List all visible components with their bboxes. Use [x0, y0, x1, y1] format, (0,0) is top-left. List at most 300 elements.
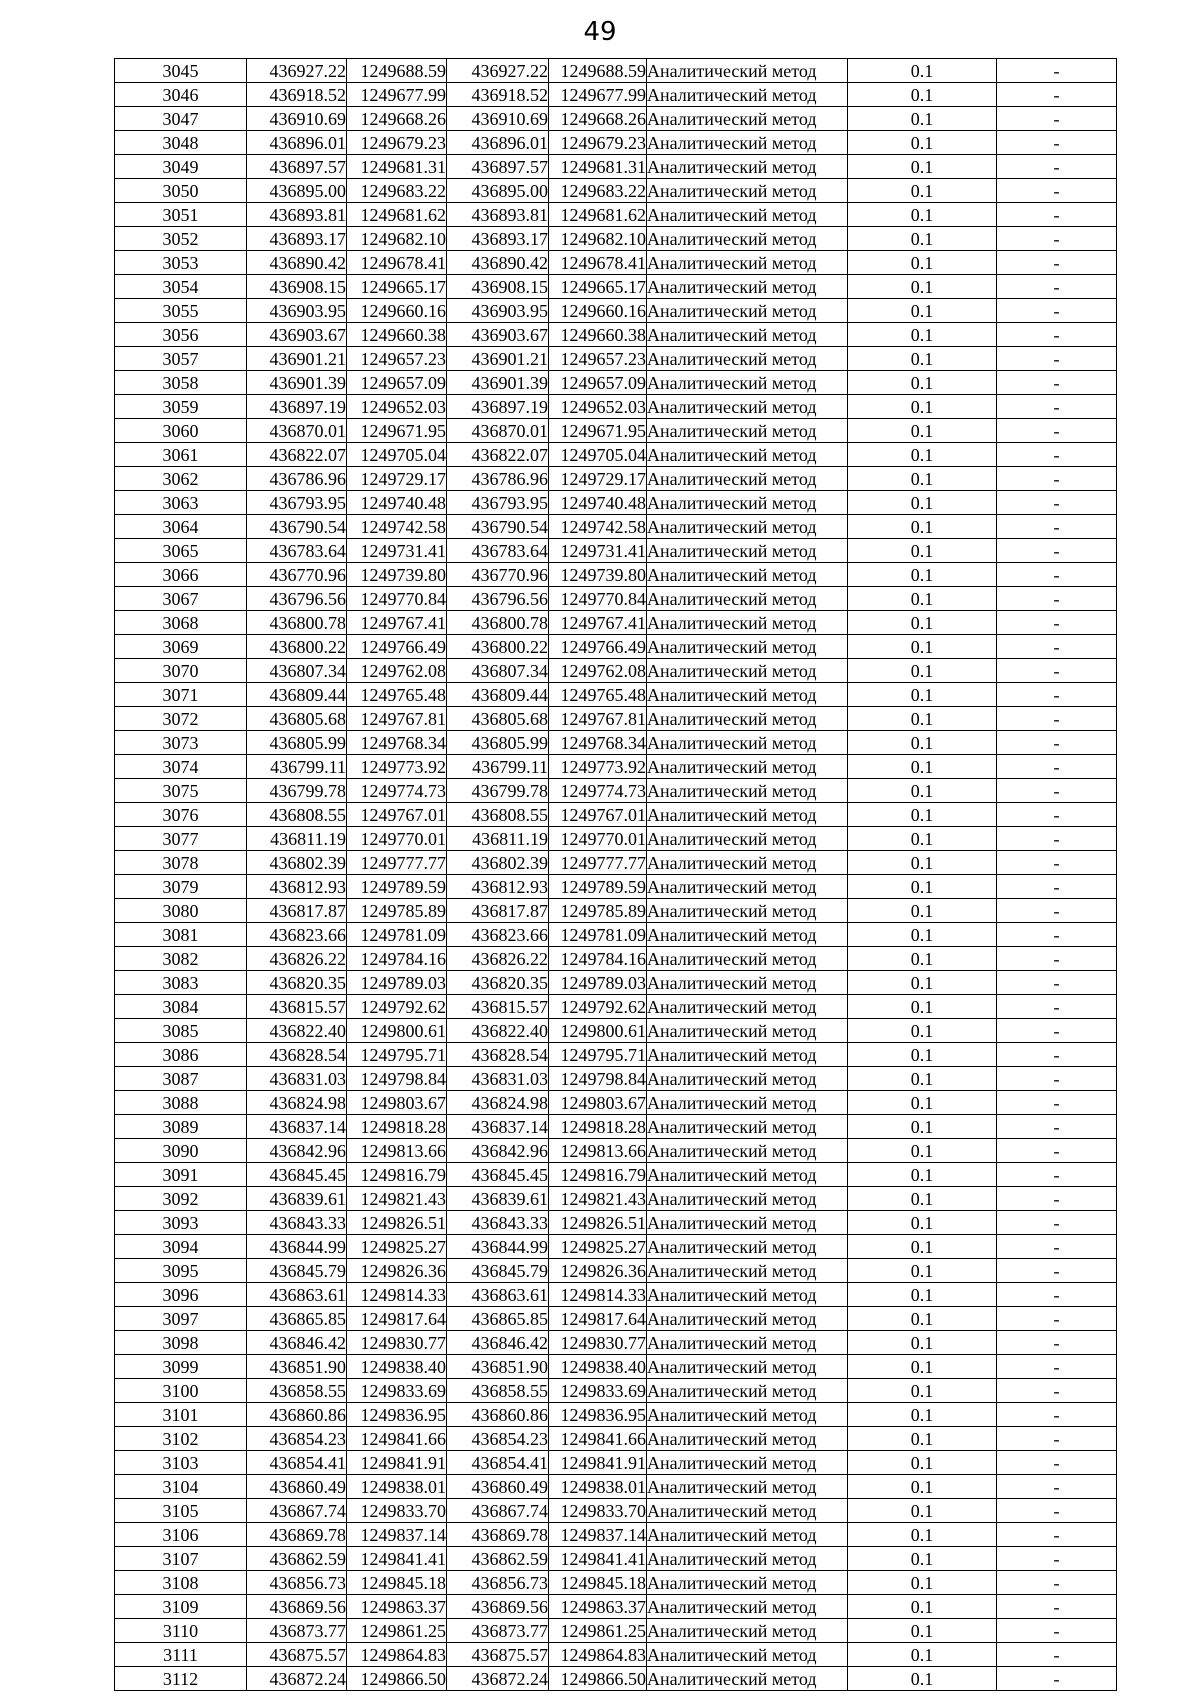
y-coordinate-cell: 1249665.17 [347, 275, 447, 299]
y2-coordinate-cell: 1249767.01 [549, 803, 647, 827]
accuracy-cell: 0.1 [848, 1043, 997, 1067]
x-coordinate-cell: 436770.96 [247, 563, 347, 587]
x2-coordinate-cell: 436860.86 [447, 1403, 549, 1427]
y-coordinate-cell: 1249729.17 [347, 467, 447, 491]
point-number-cell: 3092 [115, 1187, 247, 1211]
method-cell: Аналитический метод [647, 1115, 848, 1139]
point-number-cell: 3081 [115, 923, 247, 947]
x2-coordinate-cell: 436927.22 [447, 59, 549, 83]
x-coordinate-cell: 436786.96 [247, 467, 347, 491]
x-coordinate-cell: 436927.22 [247, 59, 347, 83]
y-coordinate-cell: 1249767.01 [347, 803, 447, 827]
y2-coordinate-cell: 1249861.25 [549, 1619, 647, 1643]
note-cell: - [997, 371, 1117, 395]
note-cell: - [997, 179, 1117, 203]
point-number-cell: 3084 [115, 995, 247, 1019]
x-coordinate-cell: 436802.39 [247, 851, 347, 875]
note-cell: - [997, 755, 1117, 779]
y2-coordinate-cell: 1249740.48 [549, 491, 647, 515]
y-coordinate-cell: 1249774.73 [347, 779, 447, 803]
y-coordinate-cell: 1249830.77 [347, 1331, 447, 1355]
table-row [115, 107, 1117, 131]
note-cell: - [997, 107, 1117, 131]
y2-coordinate-cell: 1249678.41 [549, 251, 647, 275]
x-coordinate-cell: 436805.99 [247, 731, 347, 755]
x-coordinate-cell: 436824.98 [247, 1091, 347, 1115]
y-coordinate-cell: 1249838.01 [347, 1475, 447, 1499]
y2-coordinate-cell: 1249800.61 [549, 1019, 647, 1043]
note-cell: - [997, 875, 1117, 899]
x-coordinate-cell: 436869.78 [247, 1523, 347, 1547]
method-cell: Аналитический метод [647, 155, 848, 179]
note-cell: - [997, 539, 1117, 563]
x-coordinate-cell: 436799.11 [247, 755, 347, 779]
note-cell: - [997, 707, 1117, 731]
point-number-cell: 3061 [115, 443, 247, 467]
table-row [115, 803, 1117, 827]
x2-coordinate-cell: 436805.99 [447, 731, 549, 755]
accuracy-cell: 0.1 [848, 59, 997, 83]
x-coordinate-cell: 436844.99 [247, 1235, 347, 1259]
note-cell: - [997, 1019, 1117, 1043]
accuracy-cell: 0.1 [848, 1331, 997, 1355]
method-cell: Аналитический метод [647, 539, 848, 563]
x-coordinate-cell: 436862.59 [247, 1547, 347, 1571]
method-cell: Аналитический метод [647, 611, 848, 635]
method-cell: Аналитический метод [647, 59, 848, 83]
x2-coordinate-cell: 436820.35 [447, 971, 549, 995]
x-coordinate-cell: 436843.33 [247, 1211, 347, 1235]
table-body [115, 59, 1117, 1691]
note-cell: - [997, 59, 1117, 83]
x-coordinate-cell: 436860.86 [247, 1403, 347, 1427]
y2-coordinate-cell: 1249792.62 [549, 995, 647, 1019]
table-row [115, 947, 1117, 971]
y2-coordinate-cell: 1249681.31 [549, 155, 647, 179]
accuracy-cell: 0.1 [848, 899, 997, 923]
accuracy-cell: 0.1 [848, 299, 997, 323]
table-row [115, 1523, 1117, 1547]
note-cell: - [997, 1331, 1117, 1355]
method-cell: Аналитический метод [647, 707, 848, 731]
accuracy-cell: 0.1 [848, 1403, 997, 1427]
x2-coordinate-cell: 436822.07 [447, 443, 549, 467]
note-cell: - [997, 83, 1117, 107]
point-number-cell: 3067 [115, 587, 247, 611]
y-coordinate-cell: 1249781.09 [347, 923, 447, 947]
table-row [115, 395, 1117, 419]
y2-coordinate-cell: 1249768.34 [549, 731, 647, 755]
table-row [115, 923, 1117, 947]
y-coordinate-cell: 1249836.95 [347, 1403, 447, 1427]
y-coordinate-cell: 1249841.41 [347, 1547, 447, 1571]
x-coordinate-cell: 436872.24 [247, 1667, 347, 1691]
table-row [115, 299, 1117, 323]
method-cell: Аналитический метод [647, 251, 848, 275]
accuracy-cell: 0.1 [848, 1499, 997, 1523]
note-cell: - [997, 1595, 1117, 1619]
point-number-cell: 3052 [115, 227, 247, 251]
y-coordinate-cell: 1249825.27 [347, 1235, 447, 1259]
y-coordinate-cell: 1249770.84 [347, 587, 447, 611]
note-cell: - [997, 155, 1117, 179]
note-cell: - [997, 251, 1117, 275]
y2-coordinate-cell: 1249729.17 [549, 467, 647, 491]
point-number-cell: 3069 [115, 635, 247, 659]
x2-coordinate-cell: 436872.24 [447, 1667, 549, 1691]
method-cell: Аналитический метод [647, 827, 848, 851]
accuracy-cell: 0.1 [848, 803, 997, 827]
y2-coordinate-cell: 1249657.23 [549, 347, 647, 371]
y2-coordinate-cell: 1249677.99 [549, 83, 647, 107]
y2-coordinate-cell: 1249826.51 [549, 1211, 647, 1235]
note-cell: - [997, 731, 1117, 755]
method-cell: Аналитический метод [647, 1283, 848, 1307]
x-coordinate-cell: 436867.74 [247, 1499, 347, 1523]
table-row [115, 1139, 1117, 1163]
accuracy-cell: 0.1 [848, 131, 997, 155]
point-number-cell: 3104 [115, 1475, 247, 1499]
x-coordinate-cell: 436856.73 [247, 1571, 347, 1595]
x-coordinate-cell: 436846.42 [247, 1331, 347, 1355]
method-cell: Аналитический метод [647, 683, 848, 707]
y-coordinate-cell: 1249767.81 [347, 707, 447, 731]
point-number-cell: 3079 [115, 875, 247, 899]
x-coordinate-cell: 436842.96 [247, 1139, 347, 1163]
table-row [115, 155, 1117, 179]
method-cell: Аналитический метод [647, 203, 848, 227]
point-number-cell: 3054 [115, 275, 247, 299]
x-coordinate-cell: 436896.01 [247, 131, 347, 155]
y-coordinate-cell: 1249768.34 [347, 731, 447, 755]
y2-coordinate-cell: 1249814.33 [549, 1283, 647, 1307]
point-number-cell: 3086 [115, 1043, 247, 1067]
accuracy-cell: 0.1 [848, 1667, 997, 1691]
y2-coordinate-cell: 1249830.77 [549, 1331, 647, 1355]
y-coordinate-cell: 1249833.69 [347, 1379, 447, 1403]
accuracy-cell: 0.1 [848, 539, 997, 563]
x-coordinate-cell: 436854.23 [247, 1427, 347, 1451]
method-cell: Аналитический метод [647, 467, 848, 491]
accuracy-cell: 0.1 [848, 971, 997, 995]
point-number-cell: 3097 [115, 1307, 247, 1331]
x2-coordinate-cell: 436783.64 [447, 539, 549, 563]
y-coordinate-cell: 1249731.41 [347, 539, 447, 563]
x2-coordinate-cell: 436897.19 [447, 395, 549, 419]
x-coordinate-cell: 436800.78 [247, 611, 347, 635]
y2-coordinate-cell: 1249818.28 [549, 1115, 647, 1139]
point-number-cell: 3051 [115, 203, 247, 227]
method-cell: Аналитический метод [647, 347, 848, 371]
x2-coordinate-cell: 436875.57 [447, 1643, 549, 1667]
method-cell: Аналитический метод [647, 1403, 848, 1427]
x2-coordinate-cell: 436869.56 [447, 1595, 549, 1619]
y-coordinate-cell: 1249678.41 [347, 251, 447, 275]
table-row [115, 131, 1117, 155]
point-number-cell: 3099 [115, 1355, 247, 1379]
x2-coordinate-cell: 436895.00 [447, 179, 549, 203]
y-coordinate-cell: 1249657.23 [347, 347, 447, 371]
accuracy-cell: 0.1 [848, 1379, 997, 1403]
accuracy-cell: 0.1 [848, 1619, 997, 1643]
method-cell: Аналитический метод [647, 1619, 848, 1643]
x2-coordinate-cell: 436812.93 [447, 875, 549, 899]
y2-coordinate-cell: 1249762.08 [549, 659, 647, 683]
accuracy-cell: 0.1 [848, 947, 997, 971]
method-cell: Аналитический метод [647, 227, 848, 251]
x2-coordinate-cell: 436805.68 [447, 707, 549, 731]
accuracy-cell: 0.1 [848, 1451, 997, 1475]
x2-coordinate-cell: 436817.87 [447, 899, 549, 923]
y-coordinate-cell: 1249767.41 [347, 611, 447, 635]
method-cell: Аналитический метод [647, 1643, 848, 1667]
y-coordinate-cell: 1249826.51 [347, 1211, 447, 1235]
y-coordinate-cell: 1249837.14 [347, 1523, 447, 1547]
x2-coordinate-cell: 436860.49 [447, 1475, 549, 1499]
y2-coordinate-cell: 1249731.41 [549, 539, 647, 563]
y2-coordinate-cell: 1249657.09 [549, 371, 647, 395]
y2-coordinate-cell: 1249836.95 [549, 1403, 647, 1427]
note-cell: - [997, 1163, 1117, 1187]
x-coordinate-cell: 436865.85 [247, 1307, 347, 1331]
x-coordinate-cell: 436908.15 [247, 275, 347, 299]
method-cell: Аналитический метод [647, 563, 848, 587]
accuracy-cell: 0.1 [848, 515, 997, 539]
y2-coordinate-cell: 1249770.84 [549, 587, 647, 611]
method-cell: Аналитический метод [647, 1667, 848, 1691]
accuracy-cell: 0.1 [848, 155, 997, 179]
y2-coordinate-cell: 1249803.67 [549, 1091, 647, 1115]
method-cell: Аналитический метод [647, 1379, 848, 1403]
y2-coordinate-cell: 1249845.18 [549, 1571, 647, 1595]
x-coordinate-cell: 436817.87 [247, 899, 347, 923]
note-cell: - [997, 419, 1117, 443]
x2-coordinate-cell: 436811.19 [447, 827, 549, 851]
accuracy-cell: 0.1 [848, 395, 997, 419]
note-cell: - [997, 1571, 1117, 1595]
point-number-cell: 3055 [115, 299, 247, 323]
accuracy-cell: 0.1 [848, 179, 997, 203]
point-number-cell: 3057 [115, 347, 247, 371]
x-coordinate-cell: 436910.69 [247, 107, 347, 131]
point-number-cell: 3060 [115, 419, 247, 443]
point-number-cell: 3093 [115, 1211, 247, 1235]
table-row [115, 275, 1117, 299]
y2-coordinate-cell: 1249821.43 [549, 1187, 647, 1211]
method-cell: Аналитический метод [647, 635, 848, 659]
note-cell: - [997, 347, 1117, 371]
accuracy-cell: 0.1 [848, 1067, 997, 1091]
y2-coordinate-cell: 1249777.77 [549, 851, 647, 875]
x-coordinate-cell: 436811.19 [247, 827, 347, 851]
table-row [115, 779, 1117, 803]
y2-coordinate-cell: 1249705.04 [549, 443, 647, 467]
y-coordinate-cell: 1249705.04 [347, 443, 447, 467]
y-coordinate-cell: 1249766.49 [347, 635, 447, 659]
table-row [115, 683, 1117, 707]
point-number-cell: 3048 [115, 131, 247, 155]
method-cell: Аналитический метод [647, 1139, 848, 1163]
table-row [115, 1499, 1117, 1523]
method-cell: Аналитический метод [647, 1043, 848, 1067]
x-coordinate-cell: 436863.61 [247, 1283, 347, 1307]
y2-coordinate-cell: 1249739.80 [549, 563, 647, 587]
note-cell: - [997, 1067, 1117, 1091]
method-cell: Аналитический метод [647, 1427, 848, 1451]
point-number-cell: 3062 [115, 467, 247, 491]
method-cell: Аналитический метод [647, 947, 848, 971]
point-number-cell: 3111 [115, 1643, 247, 1667]
y2-coordinate-cell: 1249817.64 [549, 1307, 647, 1331]
y2-coordinate-cell: 1249816.79 [549, 1163, 647, 1187]
table-row [115, 1331, 1117, 1355]
note-cell: - [997, 659, 1117, 683]
method-cell: Аналитический метод [647, 1163, 848, 1187]
point-number-cell: 3106 [115, 1523, 247, 1547]
note-cell: - [997, 1643, 1117, 1667]
x2-coordinate-cell: 436800.78 [447, 611, 549, 635]
table-row [115, 1475, 1117, 1499]
point-number-cell: 3045 [115, 59, 247, 83]
table-row [115, 851, 1117, 875]
accuracy-cell: 0.1 [848, 1019, 997, 1043]
table-row [115, 1307, 1117, 1331]
x-coordinate-cell: 436897.57 [247, 155, 347, 179]
note-cell: - [997, 1499, 1117, 1523]
accuracy-cell: 0.1 [848, 731, 997, 755]
x-coordinate-cell: 436858.55 [247, 1379, 347, 1403]
y2-coordinate-cell: 1249784.16 [549, 947, 647, 971]
point-number-cell: 3107 [115, 1547, 247, 1571]
method-cell: Аналитический метод [647, 779, 848, 803]
point-number-cell: 3071 [115, 683, 247, 707]
x-coordinate-cell: 436897.19 [247, 395, 347, 419]
accuracy-cell: 0.1 [848, 347, 997, 371]
y2-coordinate-cell: 1249765.48 [549, 683, 647, 707]
point-number-cell: 3072 [115, 707, 247, 731]
y2-coordinate-cell: 1249841.91 [549, 1451, 647, 1475]
y-coordinate-cell: 1249770.01 [347, 827, 447, 851]
table-row [115, 1643, 1117, 1667]
method-cell: Аналитический метод [647, 659, 848, 683]
y2-coordinate-cell: 1249838.40 [549, 1355, 647, 1379]
table-row [115, 1211, 1117, 1235]
table-row [115, 563, 1117, 587]
x2-coordinate-cell: 436796.56 [447, 587, 549, 611]
y2-coordinate-cell: 1249838.01 [549, 1475, 647, 1499]
x-coordinate-cell: 436903.95 [247, 299, 347, 323]
y2-coordinate-cell: 1249789.59 [549, 875, 647, 899]
x-coordinate-cell: 436800.22 [247, 635, 347, 659]
y2-coordinate-cell: 1249826.36 [549, 1259, 647, 1283]
point-number-cell: 3110 [115, 1619, 247, 1643]
accuracy-cell: 0.1 [848, 659, 997, 683]
x2-coordinate-cell: 436901.39 [447, 371, 549, 395]
accuracy-cell: 0.1 [848, 1643, 997, 1667]
x-coordinate-cell: 436831.03 [247, 1067, 347, 1091]
note-cell: - [997, 275, 1117, 299]
y2-coordinate-cell: 1249833.69 [549, 1379, 647, 1403]
point-number-cell: 3091 [115, 1163, 247, 1187]
y-coordinate-cell: 1249845.18 [347, 1571, 447, 1595]
accuracy-cell: 0.1 [848, 1595, 997, 1619]
x2-coordinate-cell: 436828.54 [447, 1043, 549, 1067]
point-number-cell: 3078 [115, 851, 247, 875]
y2-coordinate-cell: 1249671.95 [549, 419, 647, 443]
y2-coordinate-cell: 1249682.10 [549, 227, 647, 251]
note-cell: - [997, 1211, 1117, 1235]
x-coordinate-cell: 436828.54 [247, 1043, 347, 1067]
point-number-cell: 3064 [115, 515, 247, 539]
point-number-cell: 3080 [115, 899, 247, 923]
y2-coordinate-cell: 1249652.03 [549, 395, 647, 419]
accuracy-cell: 0.1 [848, 1283, 997, 1307]
table-row [115, 827, 1117, 851]
accuracy-cell: 0.1 [848, 563, 997, 587]
point-number-cell: 3108 [115, 1571, 247, 1595]
point-number-cell: 3109 [115, 1595, 247, 1619]
point-number-cell: 3089 [115, 1115, 247, 1139]
y-coordinate-cell: 1249798.84 [347, 1067, 447, 1091]
x-coordinate-cell: 436790.54 [247, 515, 347, 539]
note-cell: - [997, 923, 1117, 947]
x2-coordinate-cell: 436858.55 [447, 1379, 549, 1403]
y2-coordinate-cell: 1249781.09 [549, 923, 647, 947]
accuracy-cell: 0.1 [848, 635, 997, 659]
y2-coordinate-cell: 1249813.66 [549, 1139, 647, 1163]
note-cell: - [997, 779, 1117, 803]
table-row [115, 659, 1117, 683]
x-coordinate-cell: 436815.57 [247, 995, 347, 1019]
table-row [115, 1115, 1117, 1139]
x2-coordinate-cell: 436845.79 [447, 1259, 549, 1283]
method-cell: Аналитический метод [647, 1019, 848, 1043]
y-coordinate-cell: 1249800.61 [347, 1019, 447, 1043]
x-coordinate-cell: 436839.61 [247, 1187, 347, 1211]
point-number-cell: 3049 [115, 155, 247, 179]
method-cell: Аналитический метод [647, 1211, 848, 1235]
x2-coordinate-cell: 436815.57 [447, 995, 549, 1019]
point-number-cell: 3066 [115, 563, 247, 587]
table-row [115, 443, 1117, 467]
accuracy-cell: 0.1 [848, 683, 997, 707]
method-cell: Аналитический метод [647, 995, 848, 1019]
y-coordinate-cell: 1249683.22 [347, 179, 447, 203]
method-cell: Аналитический метод [647, 875, 848, 899]
y-coordinate-cell: 1249671.95 [347, 419, 447, 443]
x2-coordinate-cell: 436854.23 [447, 1427, 549, 1451]
x-coordinate-cell: 436870.01 [247, 419, 347, 443]
accuracy-cell: 0.1 [848, 1115, 997, 1139]
point-number-cell: 3096 [115, 1283, 247, 1307]
y2-coordinate-cell: 1249683.22 [549, 179, 647, 203]
accuracy-cell: 0.1 [848, 1235, 997, 1259]
table-row [115, 875, 1117, 899]
x2-coordinate-cell: 436863.61 [447, 1283, 549, 1307]
y-coordinate-cell: 1249762.08 [347, 659, 447, 683]
table-row [115, 707, 1117, 731]
x-coordinate-cell: 436837.14 [247, 1115, 347, 1139]
x2-coordinate-cell: 436807.34 [447, 659, 549, 683]
method-cell: Аналитический метод [647, 1067, 848, 1091]
table-row [115, 59, 1117, 83]
x2-coordinate-cell: 436854.41 [447, 1451, 549, 1475]
method-cell: Аналитический метод [647, 395, 848, 419]
method-cell: Аналитический метод [647, 755, 848, 779]
point-number-cell: 3112 [115, 1667, 247, 1691]
y2-coordinate-cell: 1249766.49 [549, 635, 647, 659]
point-number-cell: 3070 [115, 659, 247, 683]
